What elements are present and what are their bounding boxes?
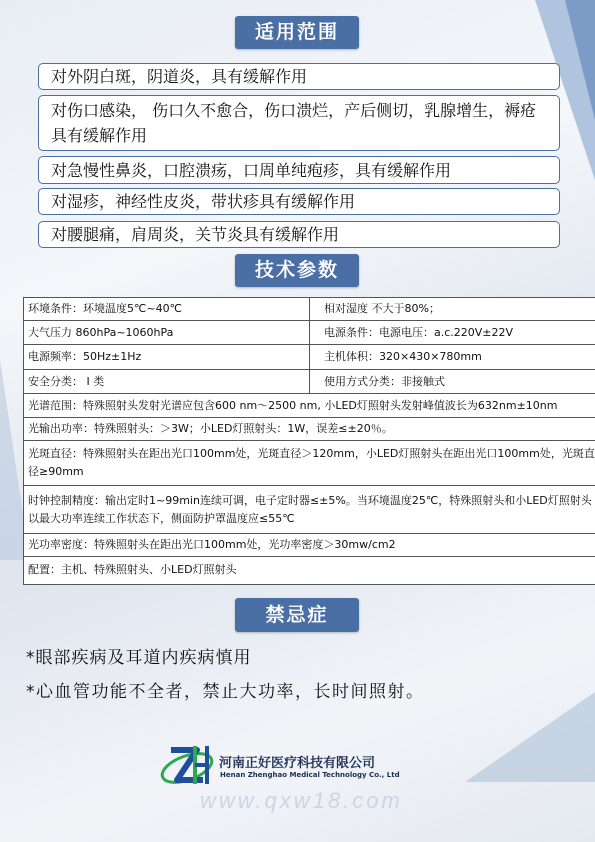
section-title-params: 技术参数	[235, 254, 359, 287]
bg-decoration-bottom-right	[465, 692, 595, 782]
params-row	[24, 486, 595, 534]
params-row	[24, 345, 595, 370]
params-cell: 安全分类： I 类	[24, 370, 310, 393]
section-title-contraindications: 禁忌症	[235, 598, 359, 632]
params-row	[24, 441, 595, 486]
params-cell: 环境条件：环境温度5℃~40℃	[24, 298, 310, 320]
scope-item: 对伤口感染， 伤口久不愈合，伤口溃烂，产后侧切，乳腺增生，褥疮具有缓解作用	[38, 95, 560, 151]
scope-item: 对腰腿痛，肩周炎，关节炎具有缓解作用	[38, 221, 560, 248]
params-row	[24, 557, 595, 583]
scope-item: 对急慢性鼻炎，口腔溃疡，口周单纯疱疹，具有缓解作用	[38, 156, 560, 184]
params-cell: 光功率密度：特殊照射头在距出光口100mm处，光功率密度＞30mw/cm2	[28, 538, 396, 551]
params-cell: 电源频率：50Hz±1Hz	[24, 345, 310, 369]
params-cell: 相对湿度 不大于80%；	[324, 302, 440, 315]
company-name-en: Henan Zhenghao Medical Technology Co., Ltd	[220, 771, 400, 779]
params-cell: 光输出功率：特殊照射头：＞3W；小LED灯照射头：1W，误差≤±20％。	[28, 422, 393, 435]
params-row	[24, 298, 595, 321]
company-name-cn: 河南正好医疗科技有限公司	[219, 756, 376, 771]
params-cell: 配置：主机、特殊照射头、小LED灯照射头	[28, 563, 237, 576]
scope-item: 对外阴白斑，阴道炎，具有缓解作用	[38, 63, 560, 90]
params-cell: 使用方式分类：非接触式	[324, 374, 445, 388]
bg-decoration-top-right-inner	[565, 0, 595, 120]
params-cell: 光谱范围：特殊照射头发射光谱应包含600 nm～2500 nm, 小LED灯照射头发射峰值波长为632nm±10nm	[28, 398, 558, 412]
section-title-scope: 适用范围	[235, 16, 359, 49]
contraindication-item: *眼部疾病及耳道内疾病慎用	[26, 648, 252, 668]
bg-decoration-top-right	[535, 0, 595, 180]
params-cell: 时钟控制精度：输出定时1~99min连续可调，电子定时器≤±5%。当环境温度25℃，特殊照射头和小LED灯照射头以最大功率连续工作状态下，侧面防护罩温度应≤55℃	[28, 493, 592, 525]
params-row	[24, 370, 595, 394]
watermark: www.qxw18.com	[200, 788, 403, 813]
params-row	[24, 418, 595, 441]
params-row	[24, 394, 595, 418]
params-cell: 大气压力 860hPa~1060hPa	[24, 321, 310, 344]
params-row	[24, 321, 595, 345]
params-table	[23, 297, 595, 585]
params-cell: 主机体积：320×430×780mm	[324, 350, 482, 363]
params-cell: 电源条件：电源电压：a.c.220V±22V	[324, 325, 514, 339]
params-row	[24, 534, 595, 557]
zh-logo-icon	[157, 740, 217, 790]
params-cell: 光斑直径：特殊照射头在距出光口100mm处，光斑直径＞120mm，小LED灯照射头在距出光口100mm处，光斑直径≥90mm	[28, 447, 595, 478]
scope-item: 对湿疹，神经性皮炎，带状疹具有缓解作用	[38, 188, 560, 215]
contraindication-item: *心血管功能不全者，禁止大功率，长时间照射。	[26, 682, 425, 702]
